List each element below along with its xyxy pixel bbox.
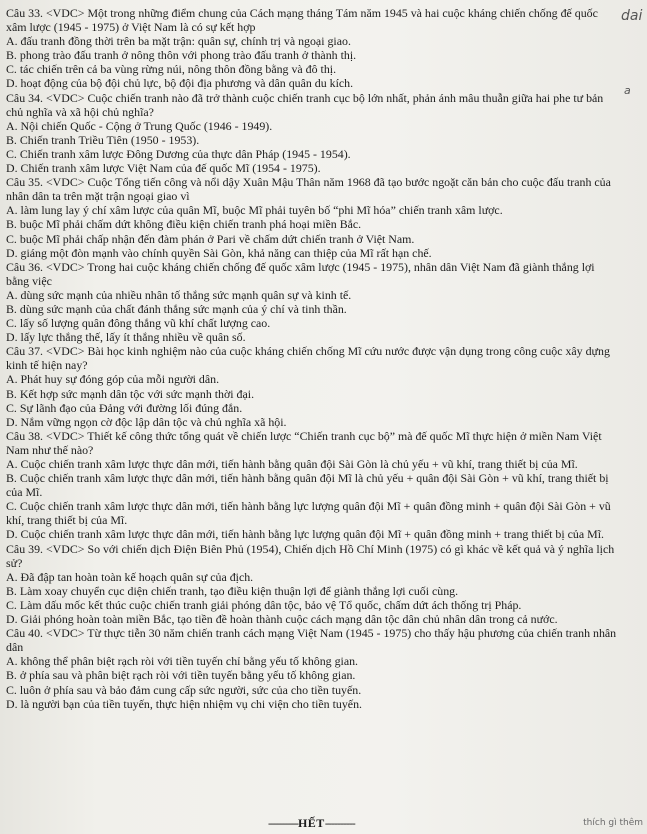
answer-option: D. Giải phóng hoàn toàn miền Bắc, tạo tiền đề hoàn thành cuộc cách mạng dân tộc dân chủ nhân dân trong cả nước. bbox=[6, 612, 558, 627]
question-block bbox=[6, 542, 618, 627]
answer-option: D. Nắm vững ngọn cờ độc lập dân tộc và chủ nghĩa xã hội. bbox=[6, 414, 287, 429]
answer-option: A. đấu tranh đồng thời trên ba mặt trận: quân sự, chính trị và ngoại giao. bbox=[6, 34, 351, 49]
answer-option: C. luôn ở phía sau và bảo đảm cung cấp sức người, sức của cho tiền tuyến. bbox=[6, 682, 362, 697]
answer-option: D. hoạt động của bộ đội chủ lực, bộ đội địa phương và dân quân du kích. bbox=[6, 76, 354, 91]
question-list bbox=[6, 6, 618, 711]
answer-option: D. Cuộc chiến tranh xâm lược thực dân mới, tiến hành bằng lực lượng quân đội Mĩ + quân đồng minh + trang thiết bị của Mĩ. bbox=[6, 527, 604, 542]
answer-option: C. Làm dấu mốc kết thúc cuộc chiến tranh giải phóng dân tộc, bảo vệ Tổ quốc, chấm dứt ách thống trị Pháp. bbox=[6, 597, 522, 612]
answer-option: B. ở phía sau và phân biệt rạch ròi với tiền tuyến bằng yếu tố không gian. bbox=[6, 668, 356, 683]
question-stem: Câu 33. <VDC> Một trong những điểm chung của Cách mạng tháng Tám năm 1945 và hai cuộc kháng chiến chống đế quốc xâm lược (1945 - 1975) ở Việt Nam là có sự kết hợp bbox=[6, 6, 598, 35]
handwritten-note: dai bbox=[621, 8, 643, 24]
question-block bbox=[6, 260, 618, 345]
answer-option: C. buộc Mĩ phải chấp nhận đến đàm phán ở Pari về chấm dứt chiến tranh ở Việt Nam. bbox=[6, 231, 415, 246]
question-block bbox=[6, 175, 618, 260]
answer-option: C. Chiến tranh xâm lược Đông Dương của thực dân Pháp (1945 - 1954). bbox=[6, 146, 351, 161]
answer-option: B. Chiến tranh Triều Tiên (1950 - 1953). bbox=[6, 132, 200, 147]
answer-option: D. là người bạn của tiền tuyến, thực hiện nhiệm vụ chi viện cho tiền tuyến. bbox=[6, 696, 362, 711]
end-mark bbox=[268, 816, 355, 831]
handwritten-mark: a bbox=[624, 84, 631, 97]
answer-option: A. không thể phân biệt rạch ròi với tiền tuyến chỉ bằng yếu tố không gian. bbox=[6, 654, 359, 669]
end-dash-right: ---------- bbox=[324, 816, 355, 830]
question-block bbox=[6, 429, 618, 542]
end-dash-left: ---------- bbox=[268, 816, 298, 830]
question-stem: Câu 37. <VDC> Bài học kinh nghiệm nào của cuộc kháng chiến chống Mĩ cứu nước được vận dụng trong công cuộc xây dựng kinh tế hiện nay? bbox=[6, 344, 610, 373]
answer-option: C. Cuộc chiến tranh xâm lược thực dân mới, tiến hành bằng lực lượng quân đội Mĩ + quân đồng minh + quân đội Sài Gòn + vũ khí, trang thiết bị của Mĩ. bbox=[6, 499, 611, 528]
page-footer bbox=[0, 816, 647, 832]
answer-option: B. Cuộc chiến tranh xâm lược thực dân mới, tiến hành bằng quân đội Mĩ là chủ yếu + quân đội Sài Gòn + vũ khí, trang thiết bị của Mĩ. bbox=[6, 471, 609, 500]
answer-option: B. Làm xoay chuyển cục diện chiến tranh, tạo điều kiện thuận lợi để giành thắng lợi cuối cùng. bbox=[6, 583, 459, 598]
question-stem: Câu 40. <VDC> Từ thực tiễn 30 năm chiến tranh cách mạng Việt Nam (1945 - 1975) cho thấy hậu phương của chiến tranh nhân dân bbox=[6, 626, 617, 655]
answer-option: D. Chiến tranh xâm lược Việt Nam của đế quốc Mĩ (1954 - 1975). bbox=[6, 161, 321, 176]
end-label: HẾT bbox=[297, 816, 325, 830]
answer-option: A. dùng sức mạnh của nhiều nhân tố thắng sức mạnh quân sự và kinh tế. bbox=[6, 287, 352, 302]
answer-option: A. Nội chiến Quốc - Cộng ở Trung Quốc (1946 - 1949). bbox=[6, 118, 273, 133]
answer-option: B. Kết hợp sức mạnh dân tộc với sức mạnh thời đại. bbox=[6, 386, 255, 401]
answer-option: C. Sự lãnh đạo của Đảng với đường lối đúng đắn. bbox=[6, 400, 243, 415]
corner-note: thích gì thêm bbox=[583, 818, 643, 828]
answer-option: C. lấy số lượng quân đông thắng vũ khí chất lượng cao. bbox=[6, 316, 271, 331]
answer-option: C. tác chiến trên cả ba vùng rừng núi, nông thôn đồng bằng và đô thị. bbox=[6, 62, 337, 77]
answer-option: D. giáng một đòn mạnh vào chính quyền Sài Gòn, khả năng can thiệp của Mĩ rất hạn chế. bbox=[6, 245, 432, 260]
answer-option: B. buộc Mĩ phải chấm dứt không điều kiện chiến tranh phá hoại miền Bắc. bbox=[6, 217, 362, 232]
question-block bbox=[6, 626, 618, 711]
question-block bbox=[6, 344, 618, 429]
question-block bbox=[6, 6, 618, 91]
answer-option: A. Phát huy sự đóng góp của mỗi người dân. bbox=[6, 372, 220, 387]
answer-option: A. Cuộc chiến tranh xâm lược thực dân mới, tiến hành bằng quân đội Sài Gòn là chủ yếu + vũ khí, trang thiết bị của Mĩ. bbox=[6, 457, 578, 471]
question-stem: Câu 36. <VDC> Trong hai cuộc kháng chiến chống đế quốc xâm lược (1945 - 1975), nhân dân Việt Nam đã giành thắng lợi bằng việc bbox=[6, 259, 595, 288]
answer-option: A. làm lung lay ý chí xâm lược của quân Mĩ, buộc Mĩ phải tuyên bố “phi Mĩ hóa” chiến tranh xâm lược. bbox=[6, 203, 503, 218]
question-stem: Câu 34. <VDC> Cuộc chiến tranh nào đã trở thành cuộc chiến tranh cục bộ lớn nhất, phản ánh mâu thuẫn giữa hai phe tư bản chủ nghĩa và xã hội chủ nghĩa? bbox=[6, 90, 604, 119]
question-stem: Câu 35. <VDC> Cuộc Tổng tiến công và nổi dậy Xuân Mậu Thân năm 1968 đã tạo bước ngoặt căn bản cho cuộc đấu tranh của nhân dân ta trên mặt trận ngoại giao vì bbox=[6, 175, 611, 204]
question-block bbox=[6, 91, 618, 176]
answer-option: B. phong trào đấu tranh ở nông thôn với phong trào đấu tranh ở thành thị. bbox=[6, 48, 357, 63]
answer-option: B. dùng sức mạnh của chất đánh thắng sức mạnh của ý chí và tinh thần. bbox=[6, 301, 347, 316]
question-stem: Câu 38. <VDC> Thiết kế công thức tổng quát về chiến lược “Chiến tranh cục bộ” mà đế quốc Mĩ thực hiện ở miền Nam Việt Nam như thế nào? bbox=[6, 428, 602, 457]
question-stem: Câu 39. <VDC> So với chiến dịch Điện Biên Phủ (1954), Chiến dịch Hồ Chí Minh (1975) có gì khác về kết quả và ý nghĩa lịch sử? bbox=[6, 541, 615, 570]
answer-option: A. Đã đập tan hoàn toàn kế hoạch quân sự của địch. bbox=[6, 569, 254, 584]
answer-option: D. lấy lực thắng thế, lấy ít thắng nhiều về quân số. bbox=[6, 330, 246, 345]
